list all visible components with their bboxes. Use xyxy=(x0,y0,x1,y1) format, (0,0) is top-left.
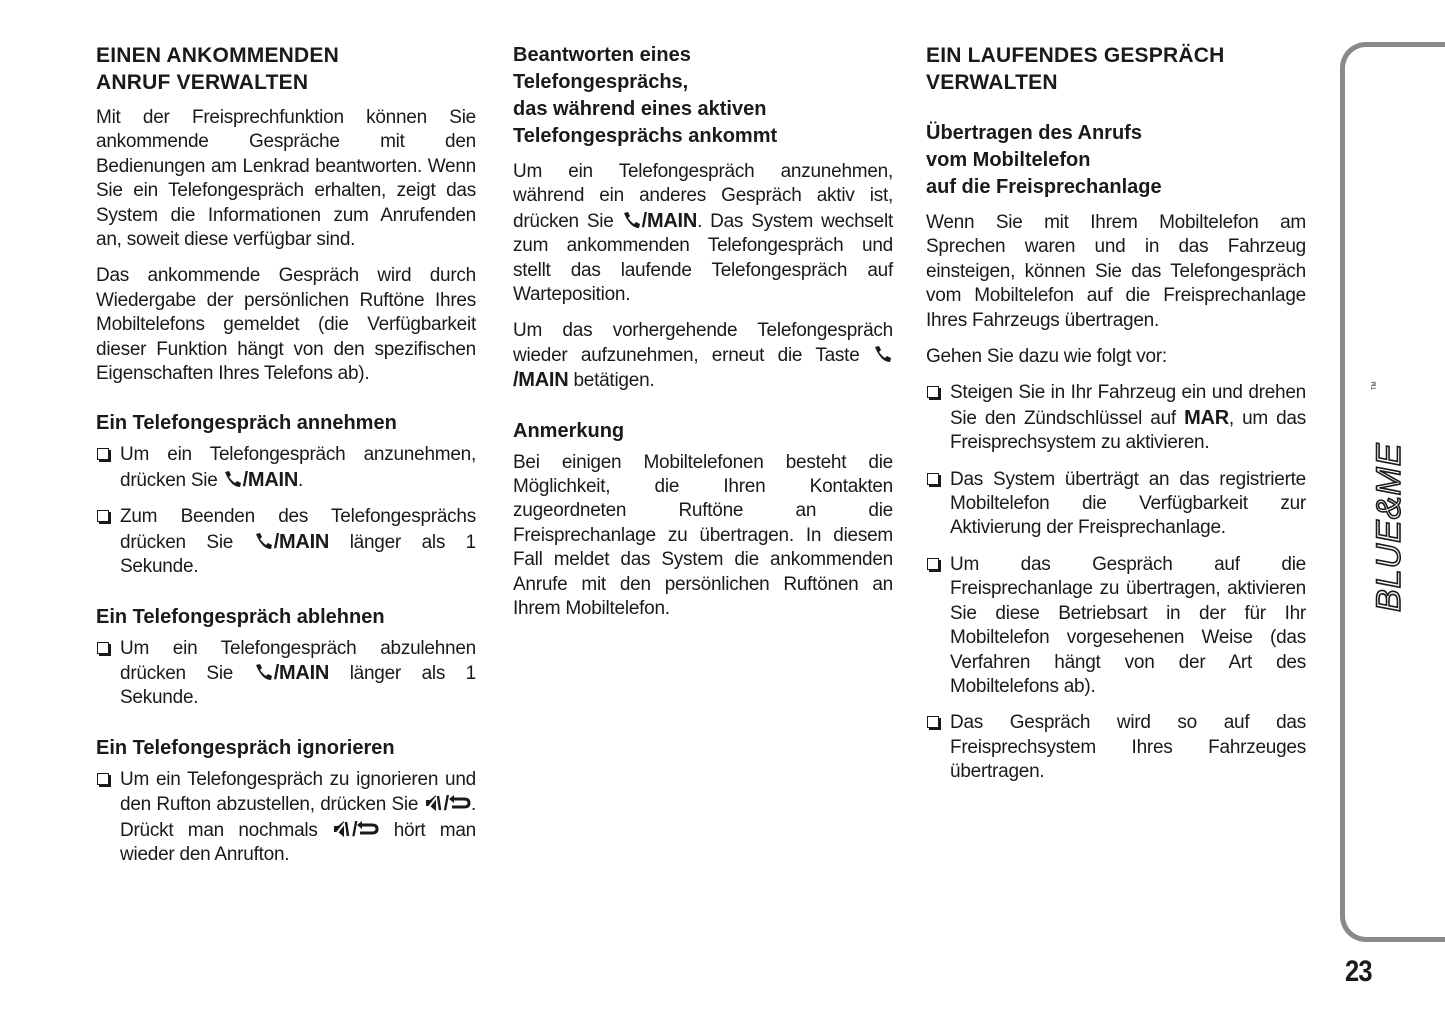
heading-line: Telefongesprächs, xyxy=(513,71,689,93)
key-label: MAR xyxy=(1184,406,1229,429)
key-label: /MAIN xyxy=(273,661,330,684)
mute-icon xyxy=(424,793,444,813)
section-heading xyxy=(926,42,1306,96)
checkbox-bullet-icon xyxy=(927,716,939,728)
key-label: /MAIN xyxy=(242,468,299,491)
blue-and-me-logo xyxy=(1368,380,1408,615)
checkbox-bullet-icon xyxy=(927,473,939,485)
list-item xyxy=(926,381,1306,455)
key-label: / xyxy=(443,793,449,816)
text: , um das Freisprechsystem zu aktivieren. xyxy=(950,407,1306,454)
text: Um ein Telefongespräch anzunehmen, drücken Sie xyxy=(120,444,476,491)
subheading xyxy=(513,42,893,150)
svg-text:BLUE&ME: BLUE&ME xyxy=(1370,442,1408,612)
subheading: Ein Telefongespräch ignorieren xyxy=(96,736,395,759)
list-item xyxy=(926,711,1306,784)
text: Um ein Telefongespräch abzulehnen drücken Sie xyxy=(120,637,476,684)
text: Um ein Telefongespräch anzunehmen, während ein anderes Gespräch aktiv ist, drücken Sie xyxy=(513,161,893,232)
svg-text:TM: TM xyxy=(1372,381,1378,390)
subheading: Ein Telefongespräch ablehnen xyxy=(96,605,385,628)
heading-line: Übertragen des Anrufs xyxy=(926,122,1142,144)
subheading: Ein Telefongespräch annehmen xyxy=(96,412,397,435)
text: länger als 1 Sekunde. xyxy=(120,662,476,709)
heading-line: EINEN ANKOMMENDEN xyxy=(96,44,339,67)
phone-icon xyxy=(223,469,243,489)
heading-line: ANRUF VERWALTEN xyxy=(96,71,309,94)
phone-icon xyxy=(622,210,642,230)
column-2 xyxy=(513,42,893,634)
heading-line: EIN LAUFENDES GESPRÄCH xyxy=(926,44,1225,67)
subheading: Anmerkung xyxy=(513,419,625,442)
key-label: /MAIN xyxy=(641,209,698,232)
checkbox-bullet-icon xyxy=(927,386,939,398)
back-arrow-icon xyxy=(357,819,379,839)
heading-line: VERWALTEN xyxy=(926,71,1058,94)
column-1 xyxy=(96,42,476,879)
text: Um ein Telefongespräch zu ignorieren und den Rufton abzustellen, drücken Sie xyxy=(120,768,476,816)
phone-icon xyxy=(254,531,274,551)
checkbox-bullet-icon xyxy=(97,773,109,785)
paragraph: Wenn Sie mit Ihrem Mobiltelefon am Sprechen waren und in das Fahrzeug einsteigen, können Sie das Telefongespräch vom Mobiltelefon auf die Freisprechanlage Ihres Fahrzeugs übertragen. xyxy=(926,212,1306,331)
back-arrow-icon xyxy=(449,793,471,813)
list-item xyxy=(96,768,476,868)
text: Das Gespräch wird so auf das Freisprechsystem Ihres Fahrzeuges übertragen. xyxy=(950,712,1306,783)
checkbox-bullet-icon xyxy=(927,558,939,570)
mute-icon xyxy=(332,819,352,839)
text: . Das System wechselt zum ankommenden Telefongespräch und stellt das laufende Telefongespräch auf Warteposition. xyxy=(513,210,894,306)
heading-line: Telefongesprächs ankommt xyxy=(513,125,778,147)
checkbox-bullet-icon xyxy=(97,510,109,522)
list-item xyxy=(96,637,476,711)
paragraph: Mit der Freisprechfunktion können Sie ankommende Gespräche mit den Bedienungen am Lenkrad beantworten. Wenn Sie ein Telefongespräch erhalten, zeigt das System die Informationen zum Anrufenden an, soweit diese verfügbar sind. xyxy=(96,107,476,251)
text: Zum Beenden des Telefongesprächs drücken Sie xyxy=(120,506,476,553)
paragraph: Das ankommende Gespräch wird durch Wiedergabe der persönlichen Ruftöne Ihres Mobiltelefons gemeldet (die Verfügbarkeit dieser Funktion hängt von den spezifischen Eigenschaften Ihres Telefons ab). xyxy=(96,265,476,385)
paragraph: Gehen Sie dazu wie folgt vor: xyxy=(926,346,1167,368)
text: Das System überträgt an das registrierte Mobiltelefon die Verfügbarkeit zur Aktivierung der Freisprechanlage. xyxy=(950,468,1306,539)
list-item xyxy=(96,443,476,493)
checkbox-bullet-icon xyxy=(97,448,109,460)
paragraph xyxy=(513,160,893,307)
list-item xyxy=(96,505,476,579)
phone-icon xyxy=(873,344,893,364)
text: . Drückt man nochmals xyxy=(120,794,476,841)
column-3 xyxy=(926,42,1306,797)
list-item xyxy=(926,553,1306,699)
text: Um das vorhergehende Telefongespräch wieder aufzunehmen, erneut die Taste xyxy=(513,320,893,366)
key-label: /MAIN xyxy=(513,369,569,392)
phone-icon xyxy=(254,662,274,682)
heading-line: das während eines aktiven xyxy=(513,98,767,120)
heading-line: vom Mobiltelefon xyxy=(926,149,1091,171)
page-number: 23 xyxy=(1345,955,1372,988)
section-heading xyxy=(96,42,476,96)
text: Steigen Sie in Ihr Fahrzeug ein und drehen Sie den Zündschlüssel auf xyxy=(950,382,1306,429)
paragraph: Bei einigen Mobiltelefonen besteht die Möglichkeit, die Ihren Kontakten zugeordneten Ruftöne an die Freisprechanlage zu übertragen. In diesem Fall meldet das System die ankommenden Anrufe mit den persönlichen Ruftönen an Ihrem Mobiltelefon. xyxy=(513,451,893,620)
text: hört man wieder den Anrufton. xyxy=(120,819,476,865)
subheading xyxy=(926,120,1306,201)
key-label: / xyxy=(352,818,358,841)
heading-line: Beantworten eines xyxy=(513,44,691,66)
text: . xyxy=(298,469,304,491)
checkbox-bullet-icon xyxy=(97,642,109,654)
list-item xyxy=(926,468,1306,541)
text: betätigen. xyxy=(568,370,655,392)
text: Um das Gespräch auf die Freisprechanlage zu übertragen, aktivieren Sie diese Betriebsart in der für Ihr Mobiltelefon vorgesehenen Weise (das Verfahren hängt von der Art des Mobiltelefons ab). xyxy=(950,553,1306,697)
paragraph xyxy=(513,319,893,393)
key-label: /MAIN xyxy=(273,530,330,553)
heading-line: auf die Freisprechanlage xyxy=(926,176,1162,198)
text: länger als 1 Sekunde. xyxy=(120,531,476,578)
